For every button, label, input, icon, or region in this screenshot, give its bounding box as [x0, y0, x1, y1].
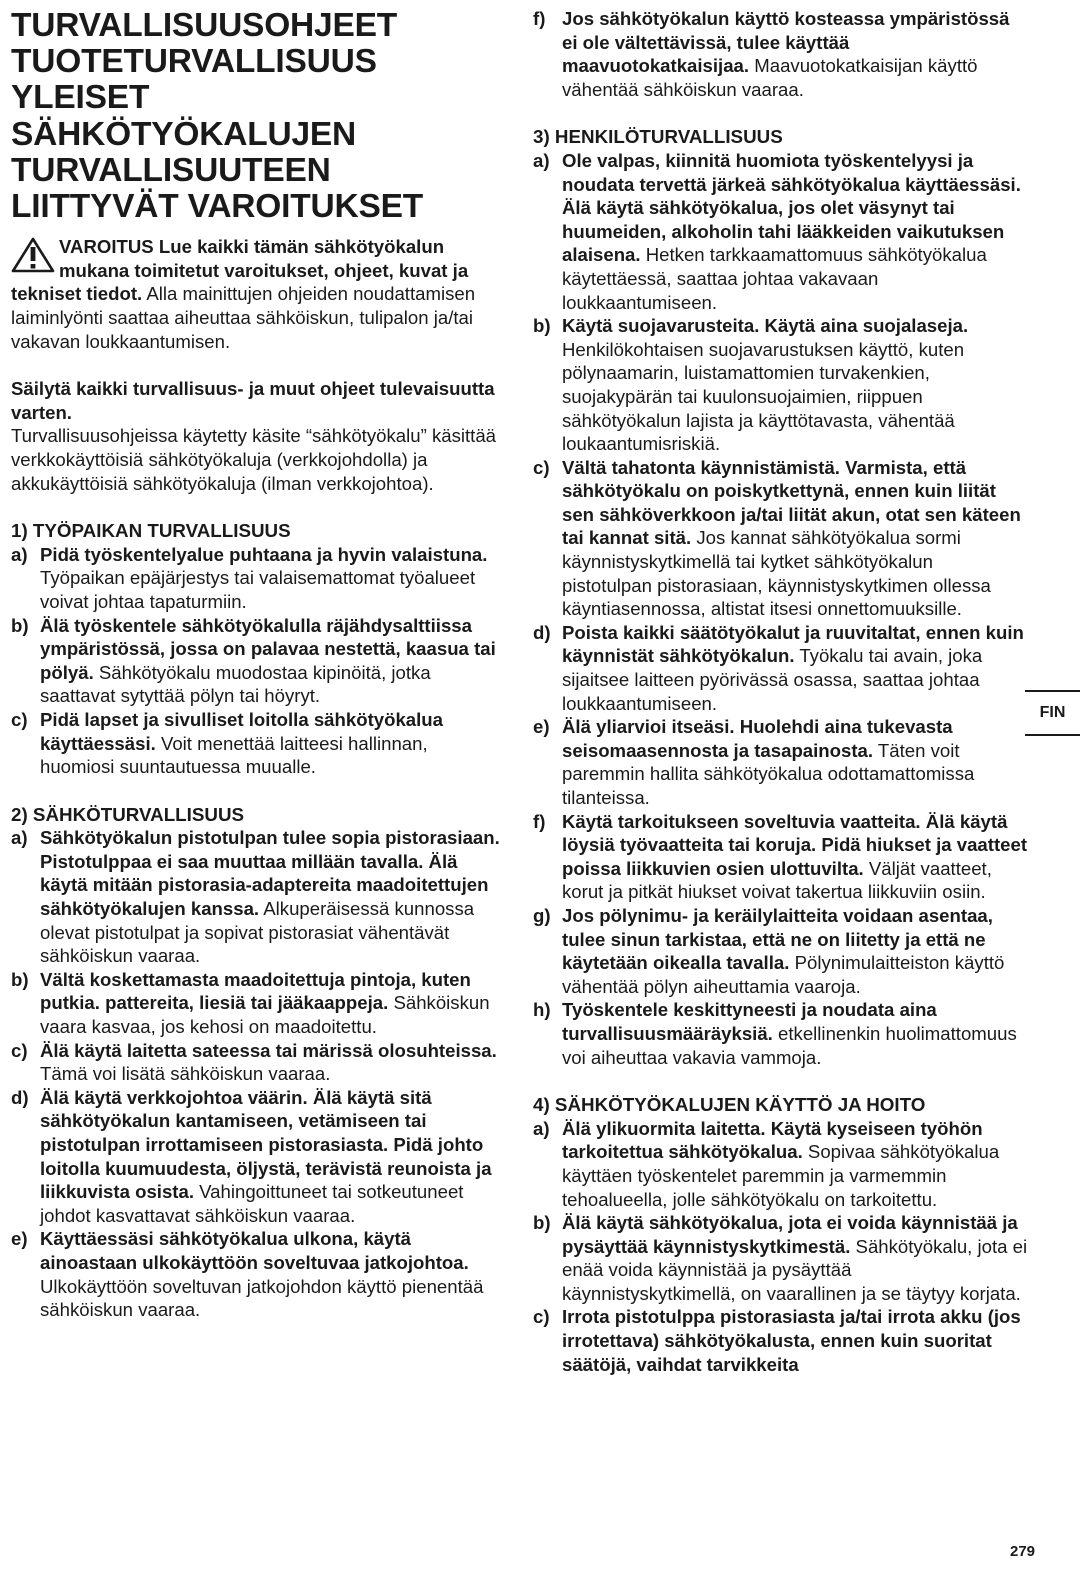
list-item: a) Älä ylikuormita laitetta. Käytä kyseiseen työhön tarkoitettua sähkötyökalua. Sopivaa sähkötyökalua käyttäen työskentelet paremmin ja varmemmin tehoalueella, jolle sähkötyökalu on tarkoitettu. — [533, 1117, 1000, 1210]
list-item: b) Käytä suojavarusteita. Käytä aina suojalaseja. Henkilökohtaisen suojavarustuksen käyttö, kuten pölynaamarin, luistamattomien turvakenkien, suojakypärän tai kuulonsuojaimien, riippuen sähkötyökalun lajista ja käyttötavasta, vähentää loukaantumisriskiä. — [533, 315, 969, 455]
list-item: a) Sähkötyökalun pistotulpan tulee sopia pistorasiaan. Pistotulppaa ei saa muuttaa millään tavalla. Älä käytä mitään pistorasia-adaptereita maadoitettujen sähkötyökalujen kanssa. Alkuperäisessä kunnossa olevat pistotulpat ja sopivat pistorasiat vähentävät sähköiskun vaaraa. — [11, 827, 500, 967]
section-electrical-safety — [11, 803, 501, 1322]
warning-bold-text: VAROITUS Lue kaikki tämän sähkötyökalun mukana toimitetut varoitukset, ohjeet, kuvat ja tekniset tiedot. — [11, 236, 469, 305]
list-item: a) Pidä työskentelyalue puhtaana ja hyvin valaistuna. Työpaikan epäjärjestys tai valaisemattomat työalueet voivat johtaa tapaturmiin. — [11, 543, 488, 612]
list-item: d) Poista kaikki säätötyökalut ja ruuvitaltat, ennen kuin käynnistät sähkötyökalun. Työkalu tai avain, joka sijaitsee laitteen pyörivässä osassa, saattaa johtaa loukkaantumiseen. — [533, 621, 1024, 714]
list-item: c) Pidä lapset ja sivulliset loitolla sähkötyökalua käyttäessäsi. Voit menettää laitteesi hallinnan, huomiosi suuntautuessa muualle. — [11, 708, 444, 778]
title-line: TUOTETURVALLISUUS — [11, 43, 377, 81]
list-item: c) Irrota pistotulppa pistorasiasta ja/tai irrota akku (jos irrotettava) sähkötyökalusta, ennen kuin suoritat säätöjä, vaihdat tarvikkeita — [533, 1306, 1021, 1375]
section-personal-safety — [533, 125, 1028, 1069]
list-item: e) Älä yliarvioi itseäsi. Huolehdi aina tukevasta seisomaasennosta ja tasapainosta. Täten voit paremmin hallita sähkötyökalua odottamattomissa tilanteissa. — [533, 716, 975, 808]
title-line: SÄHKÖTYÖKALUJEN — [11, 115, 357, 153]
page-title — [11, 8, 501, 225]
title-line: TURVALLISUUSOHJEET — [11, 7, 398, 44]
keep-instructions — [11, 377, 501, 495]
section-power-tool-use-and-care — [533, 1093, 1028, 1376]
title-line: LIITTYVÄT VAROITUKSET — [11, 188, 424, 226]
list-item: c) Älä käytä laitetta sateessa tai märissä olosuhteissa. Tämä voi lisätä sähköiskun vaaraa. — [11, 1039, 497, 1085]
section-workplace-safety — [11, 519, 501, 779]
warning-text: Alla mainittujen ohjeiden noudattamisen laiminlyönti saattaa aiheuttaa sähköiskun, tulipalon ja/tai vakavan loukkaantumisen. — [11, 283, 476, 352]
section-heading: 1) TYÖPAIKAN TURVALLISUUS — [11, 520, 291, 542]
list-item: f) Käytä tarkoitukseen soveltuvia vaatteita. Älä käytä löysiä työvaatteita tai koruja. Pidä hiukset ja vaatteet poissa liikkuvien osien ulottuvilta. Väljät vaatteet, korut ja pitkät hiukset voivat takertua liikkuviin osiin. — [533, 810, 1028, 903]
right-column — [533, 7, 1028, 1376]
title-line: TURVALLISUUTEEN — [11, 151, 331, 189]
page-number: 279 — [1010, 1543, 1036, 1560]
list-item: d) Älä käytä verkkojohtoa väärin. Älä käytä sitä sähkötyökalun kantamiseen, vetämiseen tai pistotulpan irrottamiseen pistorasiasta. Pidä johto loitolla kuumuudesta, öljystä, terävistä reunoista ja liikkuvista osista. Vahingoittuneet tai sotkeutuneet johdot kasvattavat sähköiskun vaaraa. — [11, 1086, 492, 1226]
list-item: g) Jos pölynimu- ja keräilylaitteita voidaan asentaa, tulee sinun tarkistaa, että ne on liitetty ja että ne käytetään oikealla tavalla. Pölynimulaitteiston käyttö vähentää pölyn aiheuttamia vaaroja. — [533, 904, 1005, 997]
list-item: b) Älä työskentele sähkötyökalulla räjähdysalttiissa ympäristössä, jossa on palavaa nestettä, kaasua tai pölyä. Sähkötyökalu muodostaa kipinöitä, jotka saattavat sytyttää pölyn tai höyryt. — [11, 614, 496, 707]
list-item: h) Työskentele keskittyneesti ja noudata aina turvallisuusmääräyksiä. etkellinenkin huolimattomuus voi aiheuttaa vakavia vammoja. — [533, 999, 1017, 1068]
list-item: b) Älä käytä sähkötyökalua, jota ei voida käynnistää ja pysäyttää käynnistyskytkimestä. Sähkötyökalu, jota ei enää voida käynnistää ja pysäyttää käynnistyskytkimellä, on vaarallinen ja se täytyy korjata. — [533, 1212, 1028, 1304]
left-column — [11, 0, 501, 1322]
keep-text: Turvallisuusohjeissa käytetty käsite “sähkötyökalu” käsittää verkkokäyttöisiä sähkötyökaluja (verkkojohdolla) ja akkukäyttöisiä sähkötyökaluja (ilman verkkojohtoa). — [11, 425, 497, 494]
list-item: a) Ole valpas, kiinnitä huomiota työskentelyysi ja noudata tervettä järkeä sähkötyökalua käyttäessäsi. Älä käytä sähkötyökalua, jos olet väsynyt tai huumeiden, alkoholin tahi lääkkeiden vaikutuksen alaisena. Hetken tarkkaamattomuus sähkötyökalua käytettäessä, saattaa johtaa vakavaan loukkaantumiseen. — [533, 149, 1021, 313]
language-tab: FIN — [1025, 690, 1080, 736]
section-heading: 4) SÄHKÖTYÖKALUJEN KÄYTTÖ JA HOITO — [533, 1094, 926, 1116]
keep-bold-text: Säilytä kaikki turvallisuus- ja muut ohjeet tulevaisuutta varten. — [11, 378, 495, 423]
section-heading: 2) SÄHKÖTURVALLISUUS — [11, 803, 245, 825]
list-item: f) Jos sähkötyökalun käyttö kosteassa ympäristössä ei ole vältettävissä, tulee käyttää maavuotokatkaisijaa. Maavuotokatkaisijan käyttö vähentää sähköiskun vaaraa. — [533, 8, 1010, 100]
list-item: c) Vältä tahatonta käynnistämistä. Varmista, että sähkötyökalu on poiskytkettynä, ennen kuin liität sen sähköverkkoon ja/tai liität akun, otat sen käteen tai kannat sitä. Jos kannat sähkötyökalua sormi käynnistyskytkimellä tai kytket sähkötyökalun pistotulpan pistorasiaan, käynnistyskytkimen ollessa käyntiasennossa, altistat itsesi onnettomuuksille. — [533, 456, 1021, 620]
list-item: b) Vältä koskettamasta maadoitettuja pintoja, kuten putkia. pattereita, liesiä tai jääkaappeja. Sähköiskun vaara kasvaa, jos kehosi on maadoitettu. — [11, 968, 490, 1038]
warning-triangle-icon — [11, 237, 55, 273]
title-line: YLEISET — [11, 79, 150, 117]
warning-paragraph — [11, 235, 501, 353]
list-item: e) Käyttäessäsi sähkötyökalua ulkona, käytä ainoastaan ulkokäyttöön soveltuvaa jatkojohtoa. Ulkokäyttöön soveltuvan jatkojohdon käyttö pienentää sähköiskun vaaraa. — [11, 1228, 484, 1321]
section-heading: 3) HENKILÖTURVALLISUUS — [533, 126, 783, 148]
